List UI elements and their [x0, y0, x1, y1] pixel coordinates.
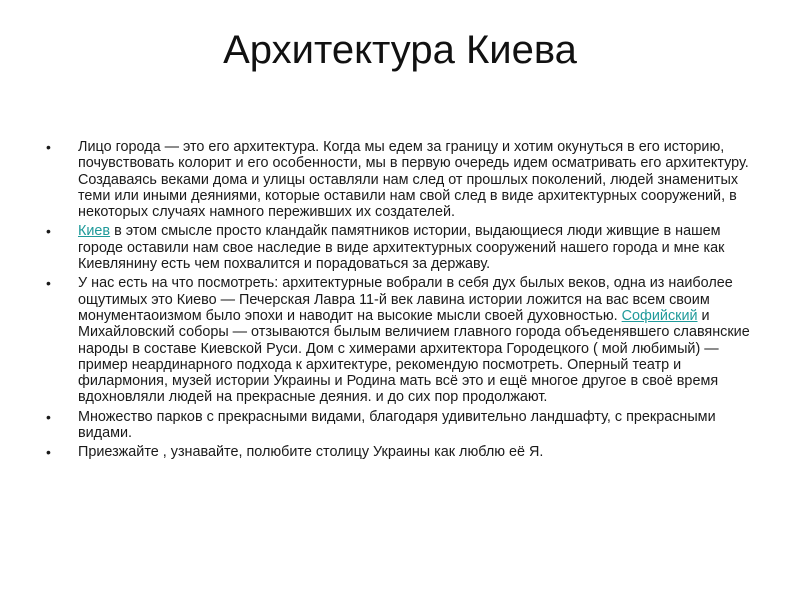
paragraph-text: Множество парков с прекрасными видами, благодаря удивительно ландшафту, с прекрасными видами.: [78, 408, 716, 442]
bullet-item-1: [40, 139, 760, 220]
bullet-item-3: [40, 275, 760, 405]
bullet-icon: •: [46, 444, 51, 461]
paragraph-text-after: и Михайловский соборы — отзываются былым величием главного города объеденявшего славянские народы в составе Киевской Руси. Дом с химерами архитектора Городецкого ( мой любимый) — пример неардинарного подхода к архитектуре, рекомендую посмотреть. Оперный театр и филармония, музей истории Украины и Родина мать всё это и ещё многое другое в своё время вдохновляли людей на прекрасные деяния. и до сих пор продолжают.: [78, 307, 750, 406]
bullet-list: [40, 139, 760, 464]
bullet-icon: •: [46, 408, 51, 425]
sofia-cathedral-link[interactable]: Софийский: [621, 307, 698, 324]
bullet-item-5: [40, 444, 760, 460]
slide-title: Архитектура Киева: [223, 28, 577, 72]
bullet-icon: •: [46, 139, 51, 155]
paragraph-text: в этом смысле просто кландайк памятников истории, выдающиеся люди живщие в нашем городе оставили нам свое наследие в виде архитектурных сооружений нашего города и мне как Киевлянину есть чем похвалится и порадоваться за державу.: [78, 223, 725, 273]
bullet-item-2: [40, 223, 760, 272]
paragraph-text: Приезжайте , узнавайте, полюбите столицу Украины как люблю её Я.: [78, 444, 544, 461]
bullet-item-4: [40, 409, 760, 442]
paragraph-text: Лицо города — это его архитектура. Когда мы едем за границу и хотим окунуться в его историю, почувствовать колорит и его особенности, мы в первую очередь идем осматривать его архитектуру. Создаваясь веками дома и улицы оставляли нам след от прошлых поколений, людей знаменитых теми или иными деяниями, которые оставили нам свой след в виде архитектурных сооружений, в некоторых случаях намного переживших их создателей.: [78, 139, 749, 221]
kiev-link[interactable]: Киев: [78, 223, 111, 240]
bullet-icon: •: [46, 275, 51, 292]
bullet-icon: •: [46, 223, 51, 240]
paragraph-text-before: У нас есть на что посмотреть: архитектурные вобрали в себя дух былых веков, одна из наиболее ощутимых это Киево — Печерская Лавра 11-й век лавина истории ложится на вас всем своим монументаоизмом было эпохи и наводит на высокие мысли своей духовностью.: [78, 275, 733, 324]
